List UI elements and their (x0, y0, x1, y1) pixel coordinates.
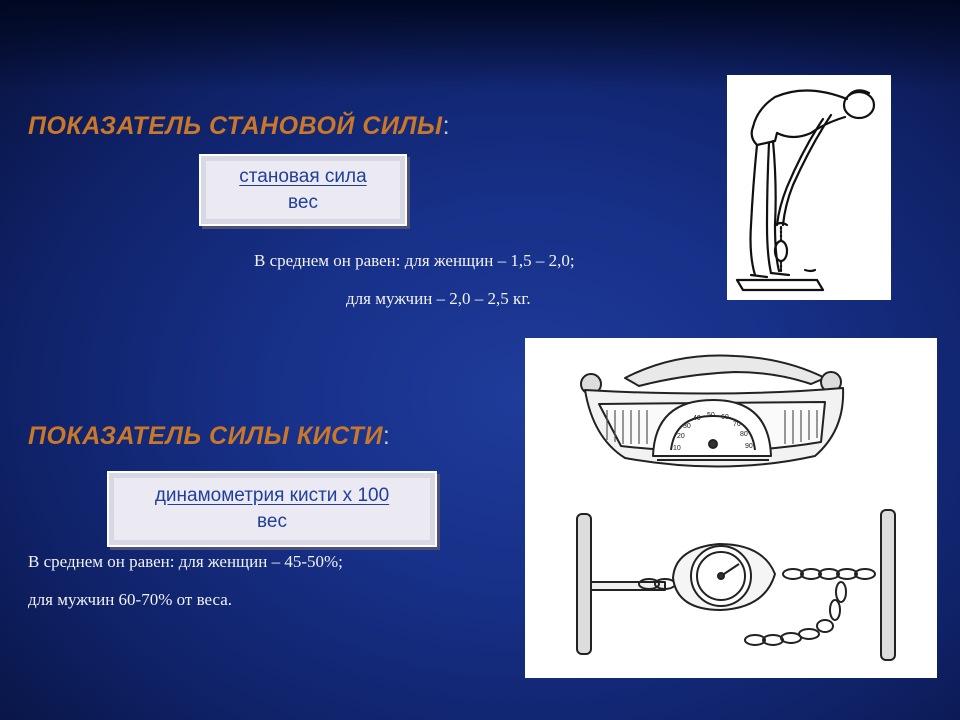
formula-numerator: динамометрия кисти х 100 (154, 485, 390, 506)
dynamometers-drawing (525, 338, 937, 678)
dial-number: 80 (740, 431, 748, 438)
formula-denominator: вес (257, 511, 287, 532)
formula-denominator: вес (288, 192, 318, 213)
heading-colon: : (382, 422, 391, 450)
dial-number: 10 (673, 445, 681, 452)
hand-strength-avg-men: для мужчин 60-70% от веса. (28, 590, 233, 609)
hand-strength-heading-text: ПОКАЗАТЕЛЬ СИЛЫ КИСТИ (28, 422, 383, 450)
back-strength-avg-men: для мужчин – 2,0 – 2,5 кг. (346, 289, 531, 308)
person-figure-drawing (727, 75, 891, 300)
back-strength-avg-women: В среднем он равен: для женщин – 1,5 – 2,0; (254, 251, 575, 270)
heading-colon: : (442, 112, 451, 140)
hand-strength-avg-women: В среднем он равен: для женщин – 45-50%; (28, 552, 343, 571)
dial-number: 70 (733, 421, 741, 428)
back-strength-heading-text: ПОКАЗАТЕЛЬ СТАНОВОЙ СИЛЫ (28, 112, 443, 140)
dial-number: 40 (693, 415, 701, 422)
dial-number: 30 (683, 423, 691, 430)
hand-strength-heading (28, 422, 390, 451)
dial-number: 90 (745, 443, 753, 450)
back-strength-formula (199, 154, 407, 226)
person-dynamometer-illustration (727, 75, 891, 300)
dynamometers-illustration (525, 338, 937, 678)
dial-number: 50 (707, 412, 715, 419)
back-strength-heading (28, 112, 450, 141)
hand-strength-formula (107, 471, 437, 547)
dial-number: 20 (677, 433, 685, 440)
dial-number: 60 (721, 414, 729, 421)
formula-numerator: становая сила (239, 166, 367, 187)
